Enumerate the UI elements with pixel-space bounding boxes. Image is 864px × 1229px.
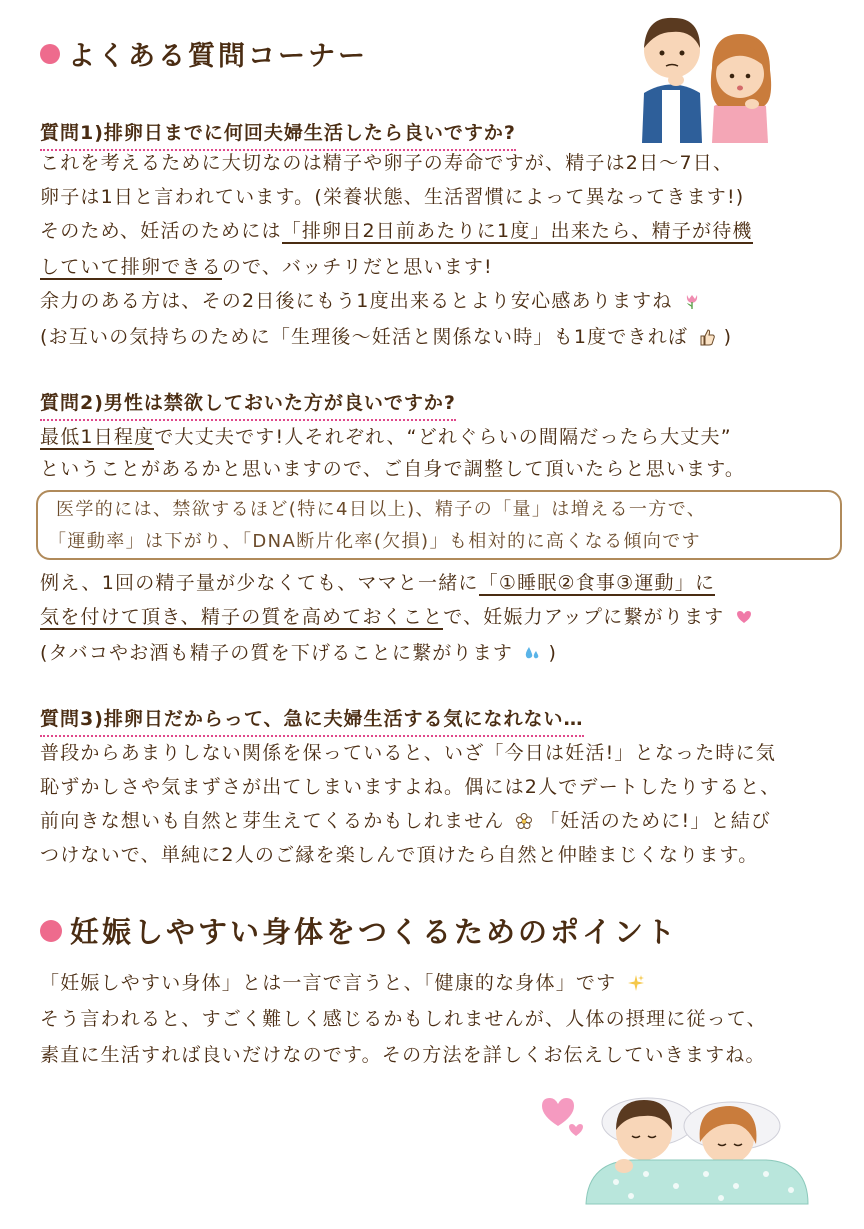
sleeping-couple-illustration <box>536 1086 816 1206</box>
q1-line-4 <box>40 252 493 282</box>
q1-line-6-end: ) <box>723 326 733 348</box>
points-line-1-text: 「妊娠しやすい身体」とは一言で言うと、「健康的な身体」です <box>40 972 617 994</box>
q3-line-3-b: 「妊活のために!」と結び <box>540 810 772 832</box>
q2-line-5-text: (タバコやお酒も精子の質を下げることに繋がります <box>40 642 514 664</box>
flower-icon <box>515 812 533 830</box>
sparkle-icon <box>627 974 645 992</box>
q1-line-3-emphasis: 「排卵日2日前あたりに1度」出来たら、精子が待機 <box>281 220 753 242</box>
q2-line-4-emphasis: 気を付けて頂き、精子の質を高めておくこと <box>40 606 444 628</box>
q2-line-3-emphasis: 「①睡眠②食事③運動」に <box>478 572 716 594</box>
q2-line-3-a: 例え、1回の精子量が少なくても、ママと一緒に <box>40 572 479 594</box>
faq-section-title <box>40 34 368 73</box>
q2-line-1 <box>40 422 732 452</box>
q1-line-5 <box>40 286 701 316</box>
q2-line-5 <box>40 638 557 668</box>
q2-line-2: ということがあるかと思いますので、ご自身で調整して頂いたらと思います。 <box>40 458 746 480</box>
medical-note-line-1: 医学的には、禁欲するほど(特に4日以上)、精子の「量」は増える一方で、 <box>56 499 707 520</box>
thinking-couple-illustration <box>632 8 782 143</box>
q2-heading: 質問2)男性は禁欲しておいた方が良いですか? <box>40 388 456 421</box>
q1-line-4-b: ので、バッチリだと思います! <box>221 256 493 278</box>
q1-line-6 <box>40 322 732 352</box>
q1-line-5-text: 余力のある方は、その2日後にもう1度出来るとより安心感ありますね <box>40 290 673 312</box>
pink-dot-icon <box>40 920 62 942</box>
heart-icon <box>735 608 753 626</box>
thumbs-up-icon <box>698 328 716 346</box>
tulip-icon <box>683 292 701 310</box>
q2-line-1-emphasis: 最低1日程度 <box>40 426 155 448</box>
q3-line-2: 恥ずかしさや気まずさが出てしまいますよね。偶には2人でデートしたりすると、 <box>40 776 781 798</box>
q1-line-6-text: (お互いの気持ちのために「生理後〜妊活と関係ない時」も1度できれば <box>40 326 689 348</box>
sweat-drops-icon <box>523 644 541 662</box>
points-line-3: 素直に生活すれば良いだけなのです。その方法を詳しくお伝えしていきますね。 <box>40 1044 766 1066</box>
faq-title-text: よくある質問コーナー <box>68 41 368 72</box>
q3-heading: 質問3)排卵日だからって、急に夫婦生活する気になれない… <box>40 704 584 737</box>
q2-line-4-b: で、妊娠力アップに繋がります <box>443 606 725 628</box>
q1-heading: 質問1)排卵日までに何回夫婦生活したら良いですか? <box>40 118 516 151</box>
q2-line-5-end: ) <box>548 642 558 664</box>
q3-line-3-text: 前向きな想いも自然と芽生えてくるかもしれません <box>40 810 505 832</box>
q1-line-3-a: そのため、妊活のためには <box>40 220 282 242</box>
points-section-title <box>40 910 678 951</box>
q2-line-4 <box>40 602 753 632</box>
points-line-2: そう言われると、すごく難しく感じるかもしれませんが、人体の摂理に従って、 <box>40 1008 767 1030</box>
points-line-1 <box>40 968 645 998</box>
q3-line-4: つけないで、単純に2人のご縁を楽しんで頂けたら自然と仲睦まじくなります。 <box>40 844 759 866</box>
medical-note-line-2: 「運動率」は下がり、「DNA断片化率(欠損)」も相対的に高くなる傾向です <box>48 531 702 552</box>
points-title-text: 妊娠しやすい身体をつくるためのポイント <box>70 915 679 949</box>
q1-line-4-emphasis: していて排卵できる <box>40 256 222 278</box>
q1-line-3 <box>40 216 753 246</box>
q1-line-2: 卵子は1日と言われています。(栄養状態、生活習慣によって異なってきます!) <box>40 186 745 208</box>
pink-dot-icon <box>40 44 60 64</box>
q3-line-3 <box>40 806 771 836</box>
medical-note-box <box>36 490 842 560</box>
q3-line-1: 普段からあまりしない関係を保っていると、いざ「今日は妊活!」となった時に気 <box>40 742 777 764</box>
q2-line-1-b: で大丈夫です!人それぞれ、“どれぐらいの間隔だったら大丈夫” <box>154 426 732 448</box>
q1-line-1: これを考えるために大切なのは精子や卵子の寿命ですが、精子は2日〜7日、 <box>40 152 734 174</box>
q2-line-3 <box>40 568 715 598</box>
